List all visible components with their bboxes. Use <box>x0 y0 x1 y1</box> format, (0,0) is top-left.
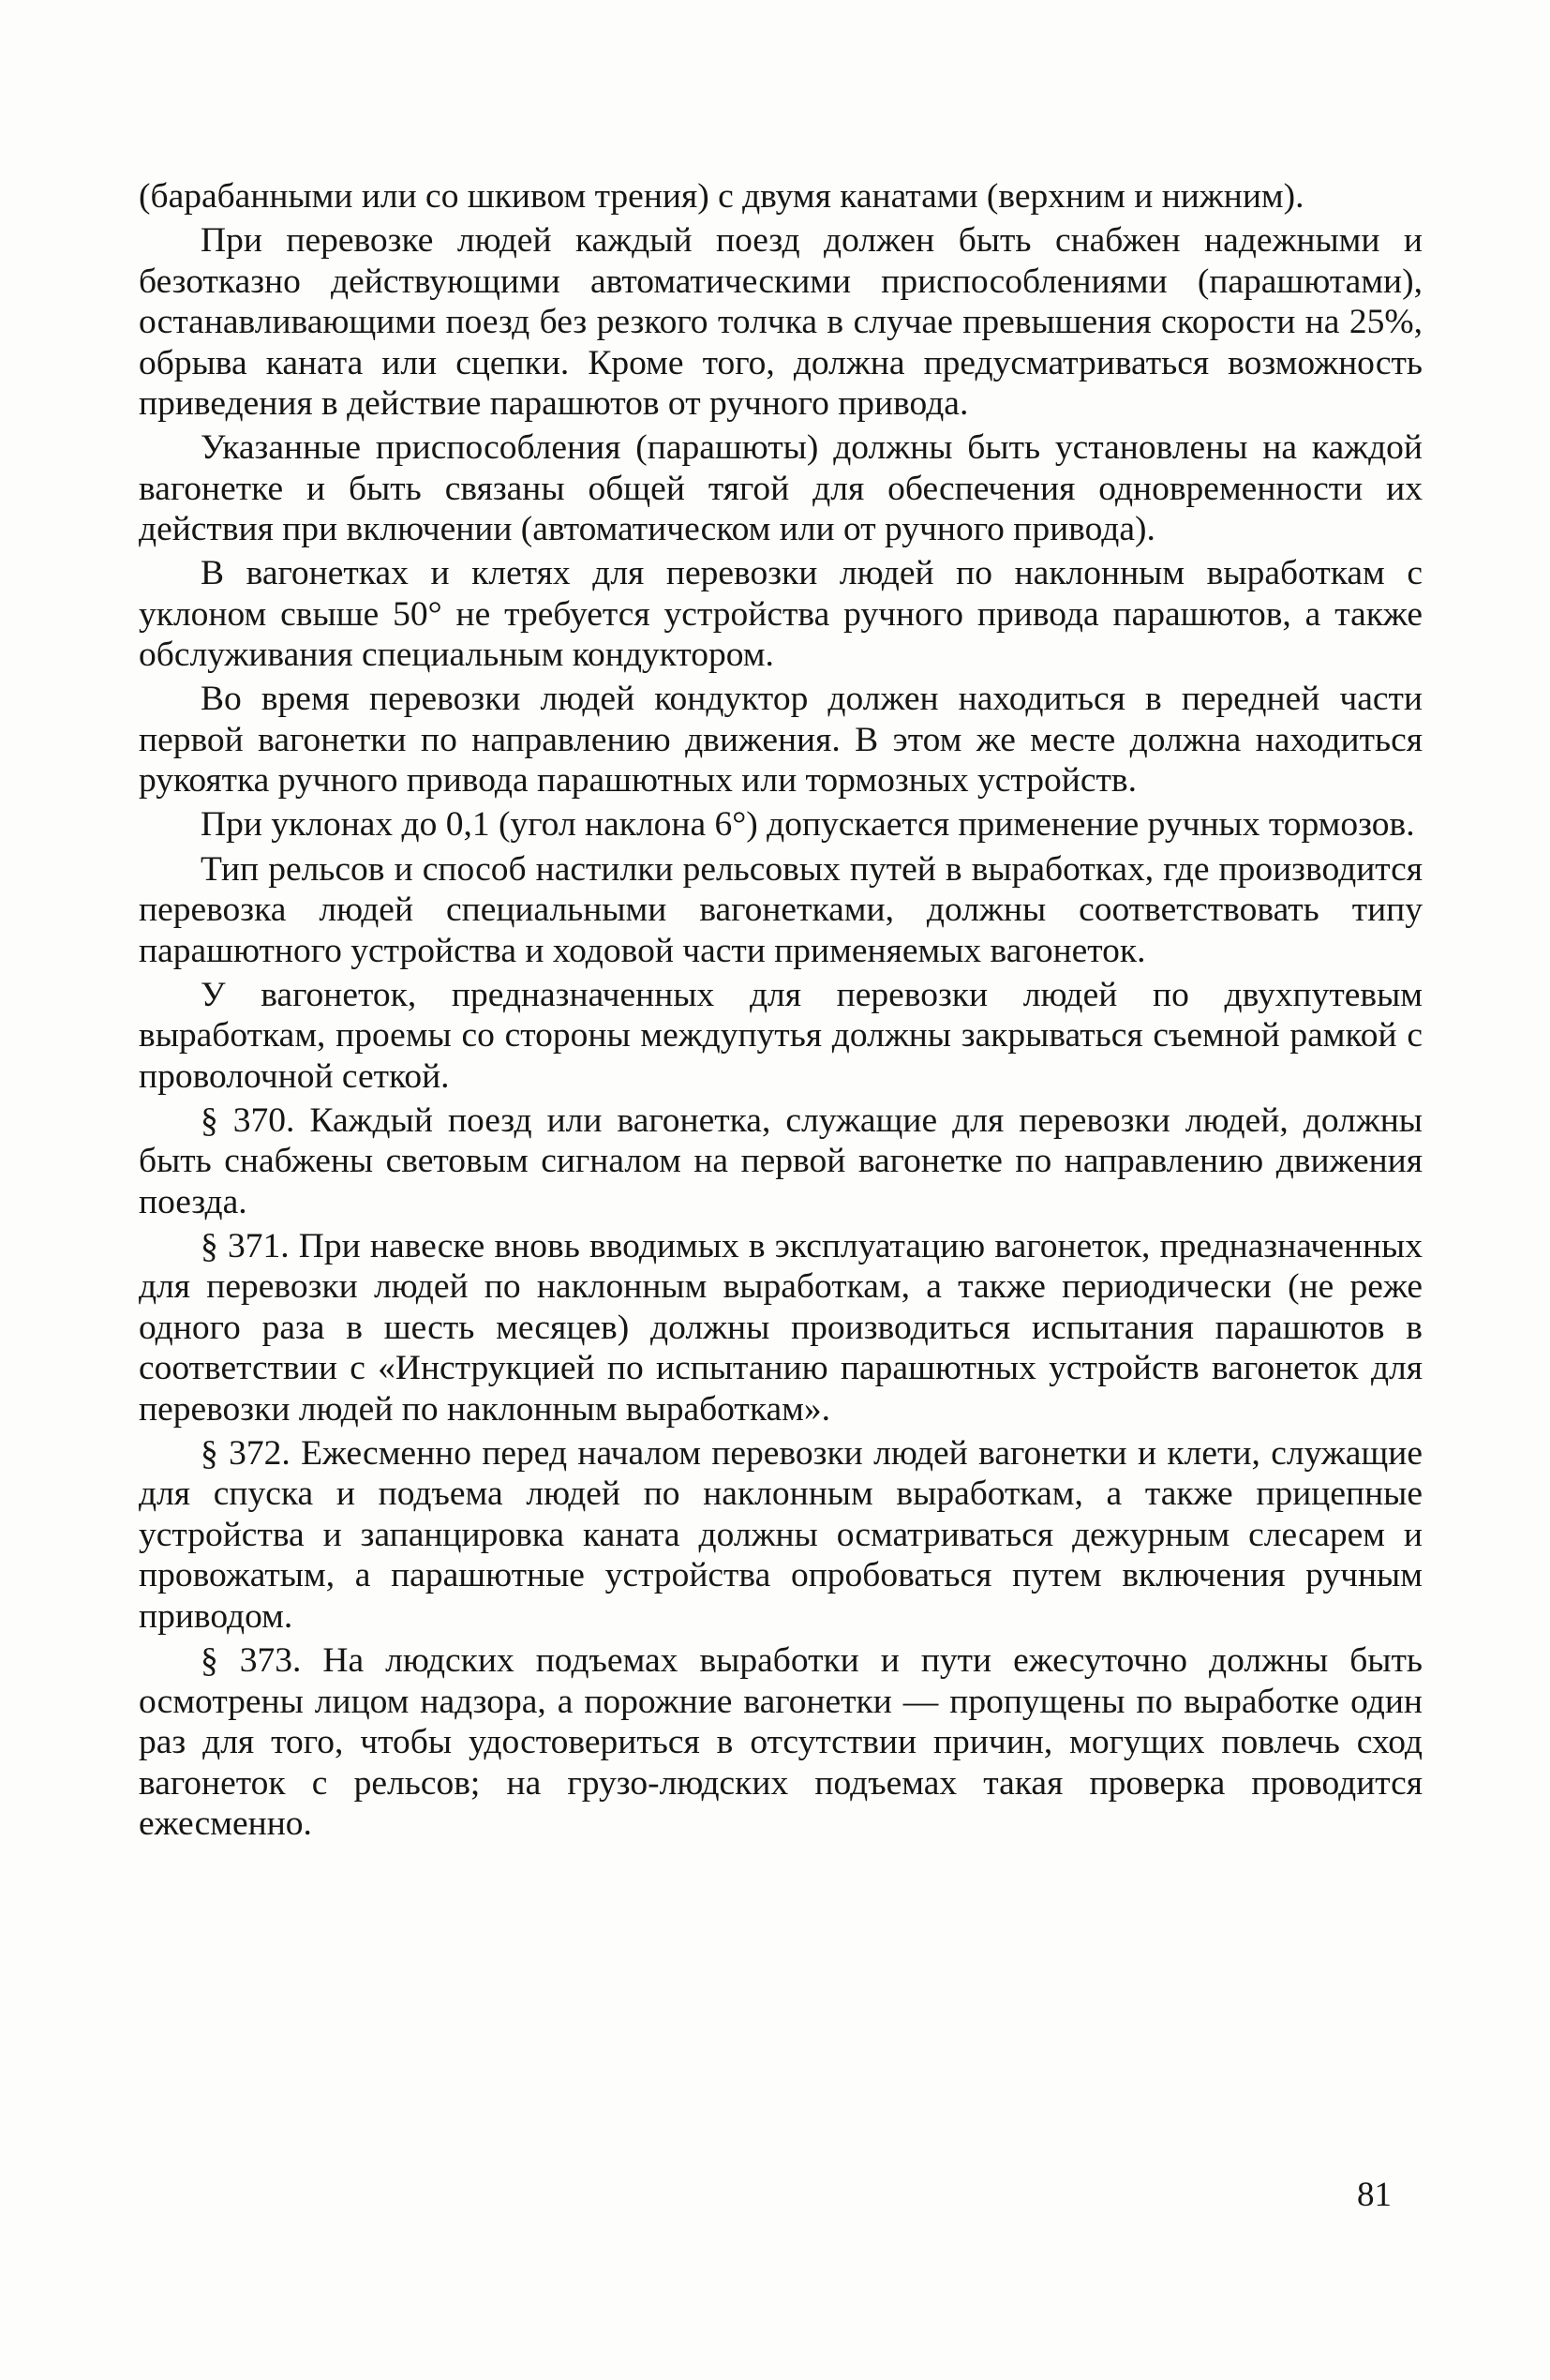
body-text <box>139 176 1423 1848</box>
paragraph-steep-workings: В вагонетках и клетях для перевозки людей по наклонным выработкам с уклоном свыше 50° не требуется устройства ручного привода парашютов, а также обслуживания специальным кондуктором. <box>139 554 1423 675</box>
paragraph-people-transport-parachutes: При перевозке людей каждый поезд должен быть снабжен надежными и безотказно действующими автоматическими приспособлениями (парашютами), останавливающими поезд без резкого толчка в случае превышения скорости на 25%, обрыва каната или сцепки. Кроме того, должна предусматриваться возможность приведения в действие парашютов от ручного привода. <box>139 221 1423 424</box>
paragraph-parachute-installation: Указанные приспособления (парашюты) должны быть установлены на каждой вагонетке и быть связаны общей тягой для обеспечения одновременности их действия при включении (автоматическом или от ручного привода). <box>139 428 1423 549</box>
paragraph-continuation: (барабанными или со шкивом трения) с двумя канатами (верхним и нижним). <box>139 177 1304 216</box>
paragraph-rail-type: Тип рельсов и способ настилки рельсовых путей в выработках, где производится перевозка людей специальными вагонетками, должны соответствовать типу парашютного устройства и ходовой части применяемых вагонеток. <box>139 849 1423 970</box>
paragraph-section-373: § 373. На людских подъемах выработки и пути ежесуточно должны быть осмотрены лицом надзора, а порожние вагонетки — пропущены по выработке один раз для того, чтобы удостовериться в отсутствии причин, могущих повлечь сход вагонеток с рельсов; на грузо-людских подъемах такая проверка проводится ежесменно. <box>139 1641 1423 1844</box>
paragraph-section-372: § 372. Ежесменно перед началом перевозки людей вагонетки и клети, служащие для спуска и подъема людей по наклонным выработкам, а также прицепные устройства и запанцировка каната должны осматриваться дежурным слесарем и провожатым, а парашютные устройства опробоваться путем включения ручным приводом. <box>139 1433 1423 1636</box>
paragraph-section-371: § 371. При навеске вновь вводимых в эксплуатацию вагонеток, предназначенных для перевозки людей по наклонным выработкам, а также периодически (не реже одного раза в шесть месяцев) должны производиться испытания парашютов в соответствии с «Инструкцией по испытанию парашютных устройств вагонеток для перевозки людей по наклонным выработкам». <box>139 1226 1423 1429</box>
paragraph-double-track-openings: У вагонеток, предназначенных для перевозки людей по двухпутевым выработкам, проемы со стороны междупутья должны закрываться съемной рамкой с проволочной сеткой. <box>139 975 1423 1096</box>
paragraph-section-370: § 370. Каждый поезд или вагонетка, служащие для перевозки людей, должны быть снабжены световым сигналом на первой вагонетке по направлению движения поезда. <box>139 1100 1423 1221</box>
paragraph-hand-brakes: При уклонах до 0,1 (угол наклона 6°) допускается применение ручных тормозов. <box>201 805 1415 845</box>
paragraph-conductor-position: Во время перевозки людей кондуктор должен находиться в передней части первой вагонетки по направлению движения. В этом же месте должна находиться рукоятка ручного привода парашютных или тормозных устройств. <box>139 680 1423 801</box>
page-number: 81 <box>1357 2176 1392 2214</box>
